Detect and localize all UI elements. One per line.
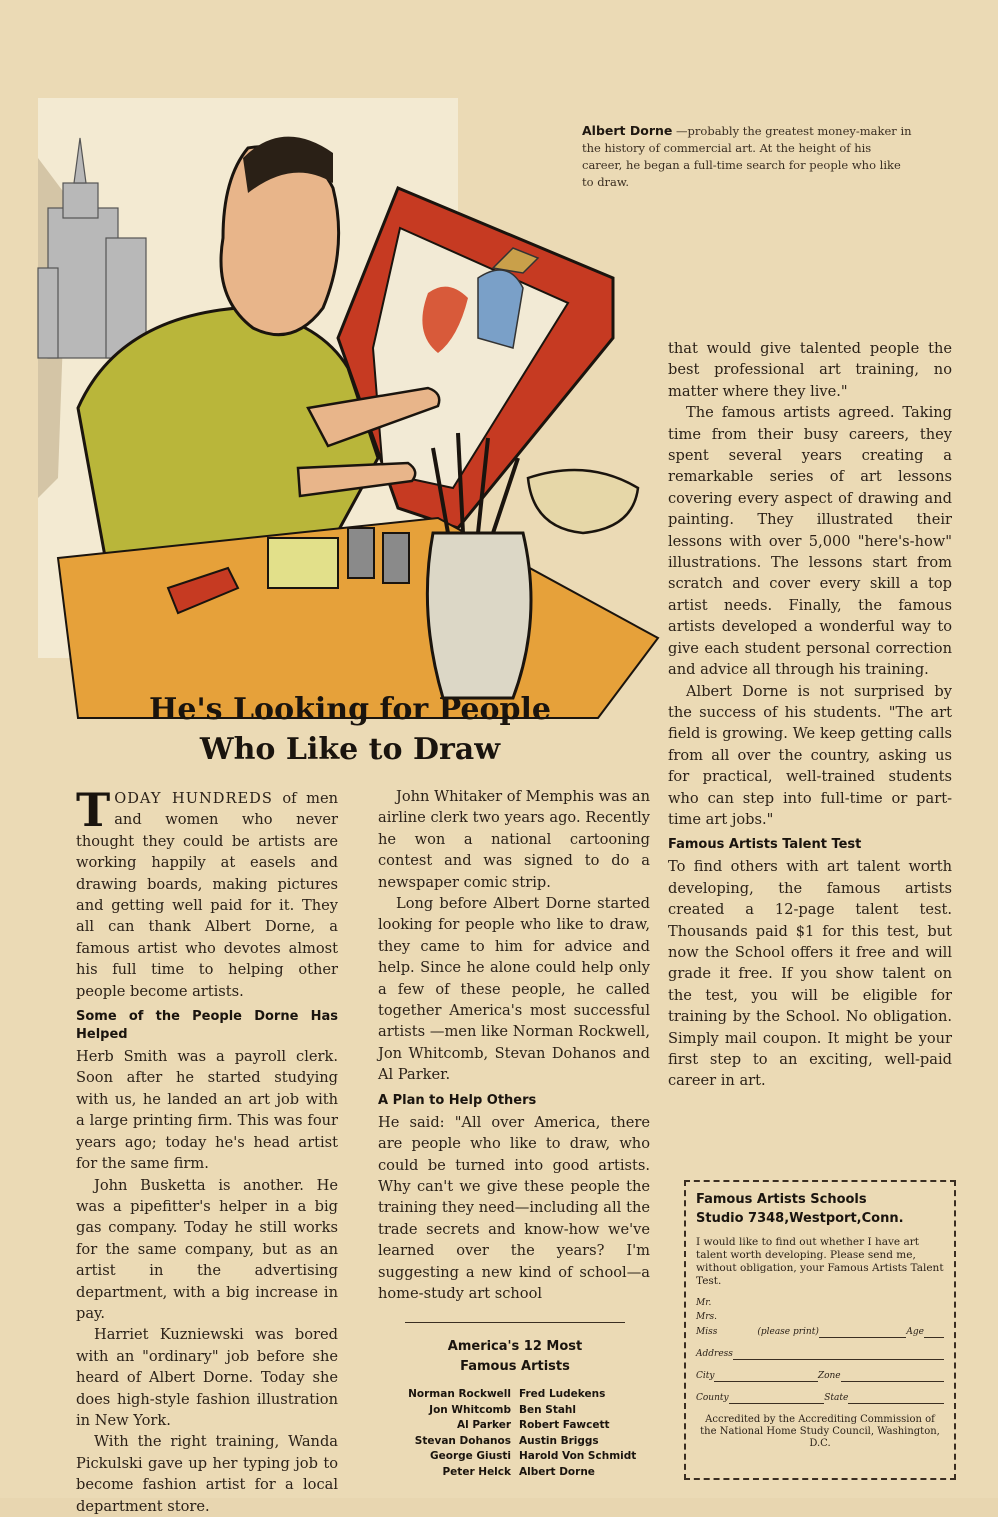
column-1 [76, 783, 338, 1517]
coupon-body: I would like to find out whether I have art talent worth developing. Please send me, without obligation, your Famous Artists Talent Test. [696, 1236, 944, 1287]
subhead: A Plan to Help Others [378, 1092, 537, 1108]
paragraph: With the right training, Wanda Pickulski gave up her typing job to become fashion artist for a local department store. [76, 1433, 338, 1515]
coupon-title-line-1: Famous Artists Schools [696, 1192, 867, 1207]
mail-coupon [684, 1180, 956, 1480]
headline-line-2: Who Like to Draw [199, 732, 501, 767]
artists-title-line-2: Famous Artists [460, 1359, 570, 1374]
paragraph-text: of men and women who never thought they could be artists are working happily at easels and drawing boards, making pictures and getting well paid for it. They all can thank Albert Dorne, a famous artist who devotes almost his full time to helping other people become artists. [76, 790, 338, 1000]
artist-name: Austin Briggs [519, 1434, 599, 1447]
artist-name: Jon Whitcomb [429, 1403, 511, 1416]
salutation-mr: Mr. [696, 1298, 712, 1308]
paragraph: that would give talented people the best professional art training, no matter where they live." [668, 340, 952, 400]
salutation-mrs: Mrs. [696, 1312, 717, 1322]
address-line [733, 1349, 944, 1360]
artists-title-line-1: America's 12 Most [447, 1339, 583, 1354]
please-print-label: (please print) [757, 1327, 819, 1337]
paragraph: Albert Dorne is not surprised by the success of his students. "The art field is growing. We keep getting calls from all over the country, asking us for practical, well-trained students who can step into full-time or part-time art jobs." [668, 682, 952, 828]
paragraph: He said: "All over America, there are people who like to draw, who could be turned into good artists. Why can't we give these people the training they need—including all the trade secrets and know-how we've learned over the years? I'm suggesting a new kind of school—a home-study art school [378, 1113, 650, 1302]
subhead: Famous Artists Talent Test [668, 837, 862, 853]
address-field[interactable] [696, 1348, 944, 1360]
age-label: Age [906, 1327, 924, 1337]
salutation-miss: Miss [696, 1327, 718, 1337]
zone-line [841, 1371, 944, 1382]
paragraph: Long before Albert Dorne started looking for people who like to draw, they came to him for advice and help. Since he alone could help only a few of these people, he called together America's most successful artists —men like Norman Rockwell, Jon Whitcomb, Stevan Dohanos and Al Parker. [378, 895, 650, 1084]
paragraph [76, 783, 338, 1002]
accreditation-note: Accredited by the Accrediting Commission of the National Home Study Council, Washington, D.C. [700, 1414, 940, 1449]
albert-dorne-illustration [38, 78, 658, 718]
artist-name: Harold Von Schmidt [519, 1450, 637, 1462]
paragraph: John Busketta is another. He was a pipefitter's helper in a big gas company. Today he still works for the same company, but as an artist in the advertising department, with a big increase in pay. [76, 1176, 338, 1322]
artist-name: Robert Fawcett [519, 1419, 610, 1431]
caption-name: Albert Dorne [582, 123, 673, 138]
address-label: Address [696, 1349, 733, 1359]
artist-name: Albert Dorne [519, 1465, 595, 1478]
divider [405, 1322, 625, 1323]
artist-name: Peter Helck [442, 1465, 511, 1478]
city-line [714, 1371, 817, 1382]
artist-name: Norman Rockwell [408, 1388, 511, 1400]
city-zone-field[interactable] [696, 1370, 944, 1382]
column-3 [668, 338, 952, 1092]
state-label: State [824, 1393, 849, 1403]
dorne-caption [582, 122, 912, 191]
artist-name: Al Parker [456, 1419, 511, 1431]
paragraph: To find others with art talent worth developing, the famous artists created a 12-page talent test. Thousands paid $1 for this test, but now the School offers it free and will grade it free. If you show talent on the test, you will be eligible for training by the School. No obligation. Simply mail coupon. It might be your first step to an exciting, well-paid career in art. [668, 858, 952, 1090]
subhead: Some of the People Dorne Has Helped [76, 1009, 338, 1043]
name-field[interactable] [696, 1326, 944, 1338]
paragraph: The famous artists agreed. Taking time from their busy careers, they spent several years creating a remarkable series of art lessons covering every aspect of drawing and painting. They illustrated their lessons with over 5,000 "here's-how" illustrations. The lessons start from scratch and cover every skill a top artist needs. Finally, the famous artists developed a wonderful way to give each student personal correction and advice all through his training. [668, 404, 952, 679]
headline-line-1: He's Looking for People [149, 692, 551, 727]
artist-name: Stevan Dohanos [414, 1434, 511, 1447]
headline [100, 690, 600, 770]
artist-names [380, 1387, 650, 1480]
artist-name: George Giusti [430, 1450, 511, 1462]
county-state-field[interactable] [696, 1392, 944, 1404]
zone-label: Zone [817, 1371, 841, 1381]
paragraph: Harriet Kuzniewski was bored with an "ordinary" job before she heard of Albert Dorne. Today she does high-style fashion illustration in New York. [76, 1326, 338, 1429]
age-line [924, 1327, 944, 1338]
artists-title [380, 1337, 650, 1377]
paragraph: John Whitaker of Memphis was an airline clerk two years ago. Recently he won a national cartooning contest and was signed to do a newspaper comic strip. [378, 788, 651, 891]
county-line [729, 1393, 825, 1404]
lead-in: ODAY HUNDREDS [114, 790, 273, 807]
paragraph: Herb Smith was a payroll clerk. Soon after he started studying with us, he landed an art job with a large printing firm. This was four years ago; today he's head artist for the same firm. [76, 1048, 338, 1173]
name-line [819, 1327, 907, 1338]
famous-artists-list [380, 1322, 650, 1480]
county-label: County [696, 1393, 729, 1403]
coupon-title [696, 1190, 944, 1228]
state-line [848, 1393, 944, 1404]
coupon-title-line-2: Studio 7348,Westport,Conn. [696, 1211, 904, 1226]
city-label: City [696, 1371, 715, 1381]
drop-cap: T [76, 783, 111, 837]
caption-text: —probably the greatest money-maker in the history of commercial art. At the height of his career, he began a full-time search for people who like to draw. [582, 124, 912, 189]
artist-name: Fred Ludekens [519, 1388, 606, 1400]
column-2 [378, 786, 650, 1304]
artist-name: Ben Stahl [519, 1403, 576, 1416]
